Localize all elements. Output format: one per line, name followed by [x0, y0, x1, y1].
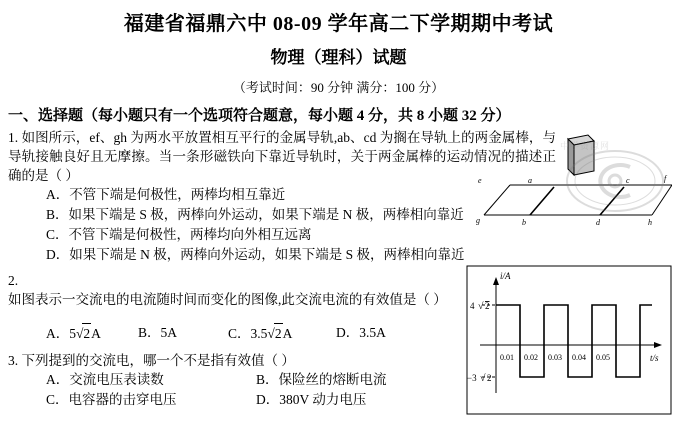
svg-text:e: e	[478, 176, 482, 185]
document-page	[0, 7, 677, 425]
figure-rails-and-rod	[476, 133, 672, 225]
svg-text:b: b	[522, 218, 526, 225]
svg-text:c: c	[626, 176, 630, 185]
question-3-option-d: D．380V 动力电压	[256, 392, 367, 407]
svg-text:i/A: i/A	[500, 271, 511, 281]
question-2-option-d: D．3.5A	[336, 325, 386, 340]
figure-square-wave	[466, 265, 672, 415]
svg-text:√: √	[478, 301, 484, 312]
question-2-stem: 如图表示一交流电的电流随时间而变化的图像,此交流电流的有效值是（ ）	[8, 292, 447, 307]
page-title: 福建省福鼎六中 08-09 学年高二下学期期中考试	[123, 13, 554, 35]
question-1-option-c: C．不管下端是何极性，两棒均向外相互远离	[46, 227, 312, 242]
question-1-option-a: A．不管下端是何极性，两棒均相互靠近	[46, 187, 286, 202]
svg-text:2: 2	[485, 301, 490, 311]
svg-text:a: a	[528, 176, 532, 185]
question-1-option-b: B．如果下端是 S 极，两棒向外运动，如果下端是 N 极，两棒相向靠近	[46, 207, 464, 222]
svg-text:2: 2	[487, 373, 492, 383]
svg-text:d: d	[596, 218, 600, 225]
svg-text:0.03: 0.03	[548, 353, 562, 362]
question-3-option-b: B．保险丝的熔断电流	[256, 372, 387, 387]
svg-text:g: g	[476, 216, 480, 225]
question-1	[8, 128, 556, 185]
svg-text:−3: −3	[467, 373, 477, 383]
svg-text:0.02: 0.02	[524, 353, 538, 362]
svg-text:0.05: 0.05	[596, 353, 610, 362]
question-2-number: 2.	[8, 273, 19, 288]
question-1-stem: 如图所示，ef、gh 为两水平放置相互平行的金属导轨,ab、cd 为搁在导轨上的两金属棒，与导轨接触良好且无摩擦。当一条形磁铁向下靠近导轨时，关于两金属棒的运动情况的描述正确的是（ ）	[8, 130, 556, 183]
svg-text:4: 4	[470, 301, 475, 311]
svg-text:f: f	[664, 174, 667, 183]
question-2-option-b: B．5A	[138, 325, 178, 340]
question-2	[8, 271, 458, 309]
page-subtitle: 物理（理科）试题	[270, 48, 407, 67]
section-heading-1: 一、选择题（每小题只有一个选项符合题意，每小题 4 分，共 8 小题 32 分）	[8, 108, 511, 124]
question-3-option-c: C．电容器的击穿电压	[46, 392, 177, 407]
question-1-number: 1.	[8, 130, 19, 145]
question-2-option-c: C．3.5 √ 2A	[228, 323, 336, 344]
svg-text:√: √	[480, 373, 486, 384]
question-2-option-a: A．5 √ 2A	[46, 323, 138, 344]
exam-info: （考试时间：90 分钟 满分：100 分）	[232, 80, 445, 95]
question-3-option-a: A．交流电压表读数	[46, 372, 164, 387]
watermark-text: 中学资源网	[560, 141, 611, 151]
question-3-stem: 下列提到的交流电，哪一个不是指有效值（ ）	[21, 353, 295, 368]
svg-text:0.04: 0.04	[572, 353, 586, 362]
svg-text:0.01: 0.01	[500, 353, 514, 362]
svg-text:h: h	[648, 218, 652, 225]
svg-text:t/s: t/s	[650, 353, 659, 363]
question-1-option-d: D．如果下端是 N 极，两棒向外运动，如果下端是 S 极，两棒相向靠近	[46, 247, 465, 262]
question-3-number: 3.	[8, 353, 19, 368]
